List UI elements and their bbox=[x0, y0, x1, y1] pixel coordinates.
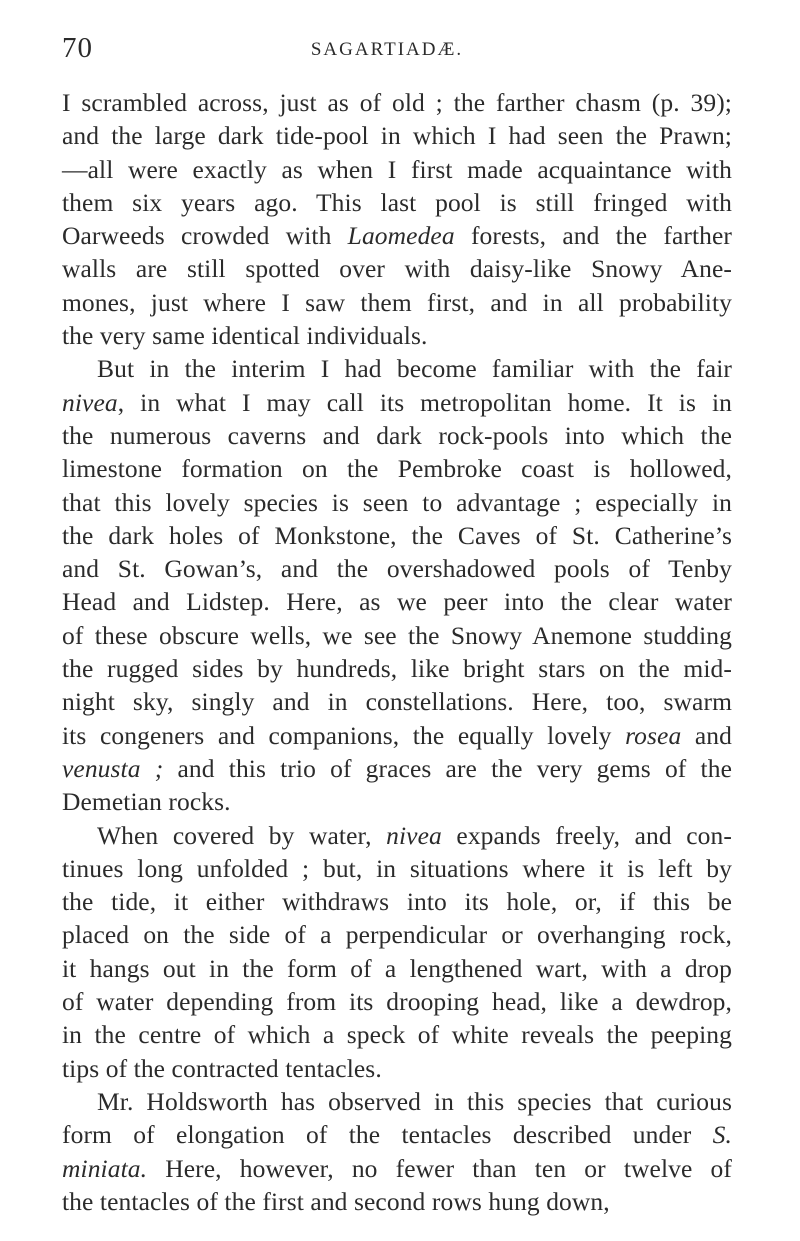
text-line: —all were exactly as when I first made acquaintance with bbox=[62, 154, 732, 184]
italic-term: S. bbox=[712, 1120, 732, 1150]
paragraph bbox=[62, 819, 732, 1085]
italic-term: nivea bbox=[386, 820, 442, 850]
text-line: the dark holes of Monkstone, the Caves of St. Catherine’s bbox=[62, 520, 732, 550]
text-line: placed on the side of a perpendicular or overhanging rock, bbox=[62, 920, 732, 950]
text-line: and St. Gowan’s, and the overshadowed pools of Tenby bbox=[62, 554, 732, 584]
text-line: venusta ; and this trio of graces are the very gems of the bbox=[62, 753, 732, 783]
italic-term: miniata. bbox=[62, 1153, 148, 1183]
text-line: But in the interim I had become familiar with the fair bbox=[97, 354, 732, 384]
text-line: the tide, it either withdraws into its hole, or, if this be bbox=[62, 887, 732, 917]
text-line: limestone formation on the Pembroke coast is hollowed, bbox=[62, 454, 732, 484]
text-line: and the large dark tide-pool in which I had seen the Prawn; bbox=[62, 121, 732, 151]
text-line: nivea, in what I may call its metropolitan home. It is in bbox=[62, 387, 732, 417]
running-title: SAGARTIADÆ. bbox=[310, 39, 464, 60]
text-line: the tentacles of the first and second rows hung down, bbox=[62, 1186, 610, 1216]
text-line: tips of the contracted tentacles. bbox=[62, 1053, 382, 1083]
paragraph bbox=[62, 86, 732, 352]
text-line: walls are still spotted over with daisy-like Snowy Ane- bbox=[62, 254, 732, 284]
text-line: form of elongation of the tentacles described under S. bbox=[62, 1120, 732, 1150]
text-line: its congeners and companions, the equally lovely rosea and bbox=[62, 720, 733, 750]
italic-term: nivea bbox=[62, 387, 118, 417]
page-number: 70 bbox=[62, 32, 93, 64]
italic-term: Laomedea bbox=[347, 221, 455, 251]
text-line: it hangs out in the form of a lengthened wart, with a drop bbox=[62, 953, 732, 983]
text-line: Oarweeds crowded with Laomedea forests, and the farther bbox=[62, 221, 733, 251]
paragraph bbox=[62, 1085, 732, 1218]
text-line: When covered by water, nivea expands freely, and con- bbox=[97, 820, 732, 850]
text-line: Demetian rocks. bbox=[62, 787, 231, 817]
text-line: the rugged sides by hundreds, like bright stars on the mid- bbox=[62, 654, 732, 684]
text-line: them six years ago. This last pool is still fringed with bbox=[62, 187, 732, 217]
text-line: night sky, singly and in constellations. Here, too, swarm bbox=[62, 687, 732, 717]
paragraph bbox=[62, 352, 732, 818]
text-line: of water depending from its drooping head, like a dewdrop, bbox=[62, 987, 732, 1017]
text-line: of these obscure wells, we see the Snowy Anemone studding bbox=[62, 620, 732, 650]
italic-term: rosea bbox=[625, 720, 682, 750]
text-line: that this lovely species is seen to advantage ; especially in bbox=[62, 487, 732, 517]
text-line: mones, just where I saw them first, and in all probability bbox=[62, 287, 732, 317]
text-line: I scrambled across, just as of old ; the farther chasm (p. 39); bbox=[62, 88, 732, 117]
text-line: the numerous caverns and dark rock-pools into which the bbox=[62, 420, 732, 450]
italic-term: venusta ; bbox=[62, 753, 164, 783]
text-line: Mr. Holdsworth has observed in this species that curious bbox=[97, 1086, 732, 1116]
text-line: in the centre of which a speck of white reveals the peeping bbox=[62, 1020, 732, 1050]
text-line: miniata. Here, however, no fewer than ten or twelve of bbox=[62, 1153, 732, 1183]
text-line: Head and Lidstep. Here, as we peer into the clear water bbox=[62, 587, 732, 617]
page-header bbox=[62, 30, 712, 66]
text-line: tinues long unfolded ; but, in situations where it is left by bbox=[62, 853, 732, 883]
text-line: the very same identical individuals. bbox=[62, 321, 428, 351]
body-text bbox=[62, 86, 732, 1218]
